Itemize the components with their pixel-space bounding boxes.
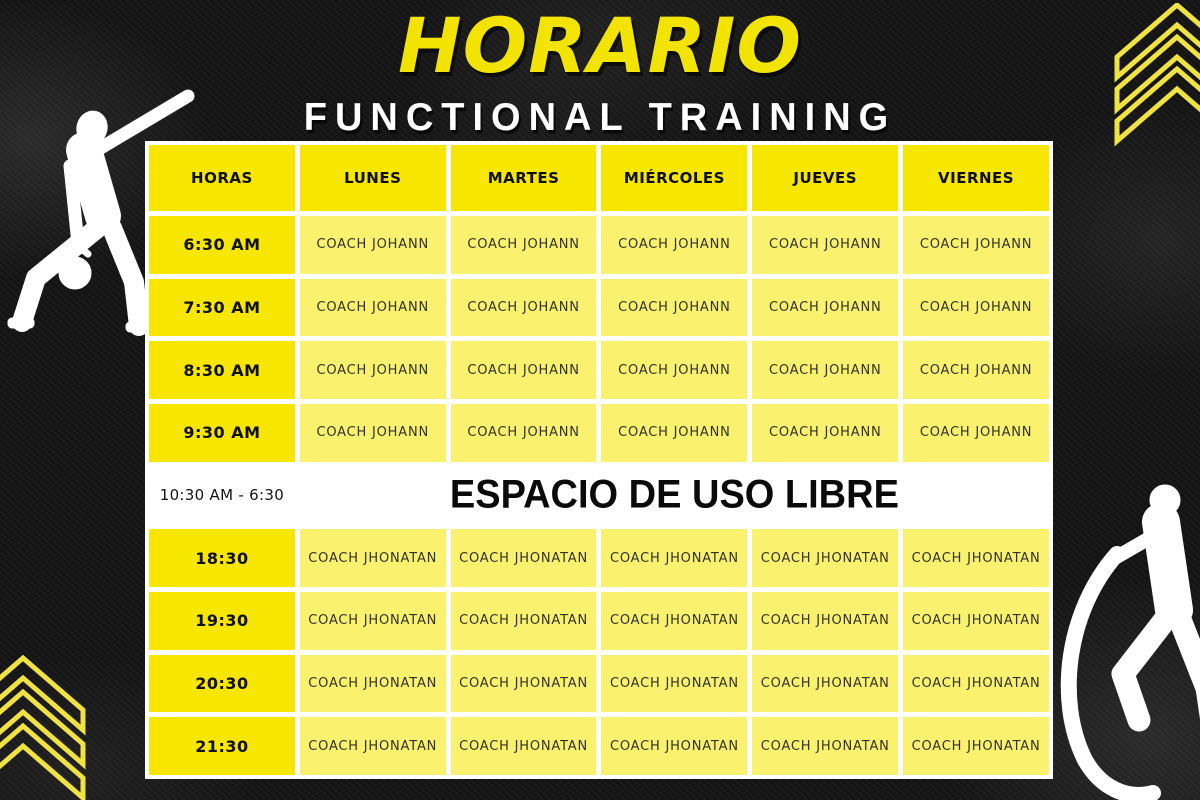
coach-cell: COACH JOHANN	[300, 279, 446, 337]
coach-cell: COACH JOHANN	[752, 341, 898, 399]
coach-cell: COACH JOHANN	[451, 216, 597, 274]
coach-cell: COACH JHONATAN	[601, 529, 747, 587]
time-cell: 20:30	[149, 655, 295, 713]
coach-cell: COACH JHONATAN	[752, 592, 898, 650]
coach-cell: COACH JHONATAN	[300, 655, 446, 713]
free-space-label-cell: ESPACIO DE USO LIBRE	[300, 466, 1049, 526]
coach-cell: COACH JHONATAN	[903, 592, 1049, 650]
coach-cell: COACH JOHANN	[903, 404, 1049, 462]
time-cell: 6:30 AM	[149, 216, 295, 274]
coach-cell: COACH JOHANN	[752, 216, 898, 274]
coach-cell: COACH JHONATAN	[300, 592, 446, 650]
coach-cell: COACH JHONATAN	[752, 529, 898, 587]
coach-cell: COACH JHONATAN	[752, 655, 898, 713]
time-cell: 7:30 AM	[149, 279, 295, 337]
coach-cell: COACH JOHANN	[451, 341, 597, 399]
time-cell: 18:30	[149, 529, 295, 587]
coach-cell: COACH JOHANN	[451, 404, 597, 462]
coach-cell: COACH JHONATAN	[903, 655, 1049, 713]
schedule-table	[145, 141, 1053, 779]
coach-cell: COACH JOHANN	[903, 216, 1049, 274]
coach-cell: COACH JHONATAN	[300, 717, 446, 775]
column-header-miércoles: MIÉRCOLES	[601, 145, 747, 211]
column-header-lunes: LUNES	[300, 145, 446, 211]
coach-cell: COACH JHONATAN	[752, 717, 898, 775]
coach-cell: COACH JOHANN	[300, 216, 446, 274]
coach-cell: COACH JOHANN	[601, 216, 747, 274]
time-cell: 8:30 AM	[149, 341, 295, 399]
time-cell: 21:30	[149, 717, 295, 775]
coach-cell: COACH JHONATAN	[300, 529, 446, 587]
coach-cell: COACH JOHANN	[300, 341, 446, 399]
column-header-viernes: VIERNES	[903, 145, 1049, 211]
coach-cell: COACH JHONATAN	[601, 592, 747, 650]
coach-cell: COACH JOHANN	[300, 404, 446, 462]
column-header-jueves: JUEVES	[752, 145, 898, 211]
coach-cell: COACH JOHANN	[903, 279, 1049, 337]
chevrons-up-bottom-left-icon	[0, 650, 113, 800]
coach-cell: COACH JOHANN	[903, 341, 1049, 399]
free-time-range-cell: 10:30 AM - 6:30	[149, 467, 295, 525]
coach-cell: COACH JOHANN	[451, 279, 597, 337]
time-cell: 9:30 AM	[149, 404, 295, 462]
coach-cell: COACH JOHANN	[752, 404, 898, 462]
coach-cell: COACH JHONATAN	[903, 717, 1049, 775]
coach-cell: COACH JHONATAN	[451, 592, 597, 650]
coach-cell: COACH JHONATAN	[451, 717, 597, 775]
coach-cell: COACH JHONATAN	[451, 529, 597, 587]
coach-cell: COACH JOHANN	[601, 404, 747, 462]
coach-cell: COACH JOHANN	[752, 279, 898, 337]
page-subtitle: FUNCTIONAL TRAINING	[303, 96, 897, 140]
column-header-horas: HORAS	[149, 145, 295, 211]
battle-ropes-athlete-icon	[1055, 462, 1200, 800]
page-title: HORARIO	[398, 1, 802, 90]
column-header-martes: MARTES	[451, 145, 597, 211]
coach-cell: COACH JHONATAN	[601, 717, 747, 775]
coach-cell: COACH JHONATAN	[601, 655, 747, 713]
coach-cell: COACH JOHANN	[601, 279, 747, 337]
coach-cell: COACH JOHANN	[601, 341, 747, 399]
coach-cell: COACH JHONATAN	[451, 655, 597, 713]
time-cell: 19:30	[149, 592, 295, 650]
coach-cell: COACH JHONATAN	[903, 529, 1049, 587]
